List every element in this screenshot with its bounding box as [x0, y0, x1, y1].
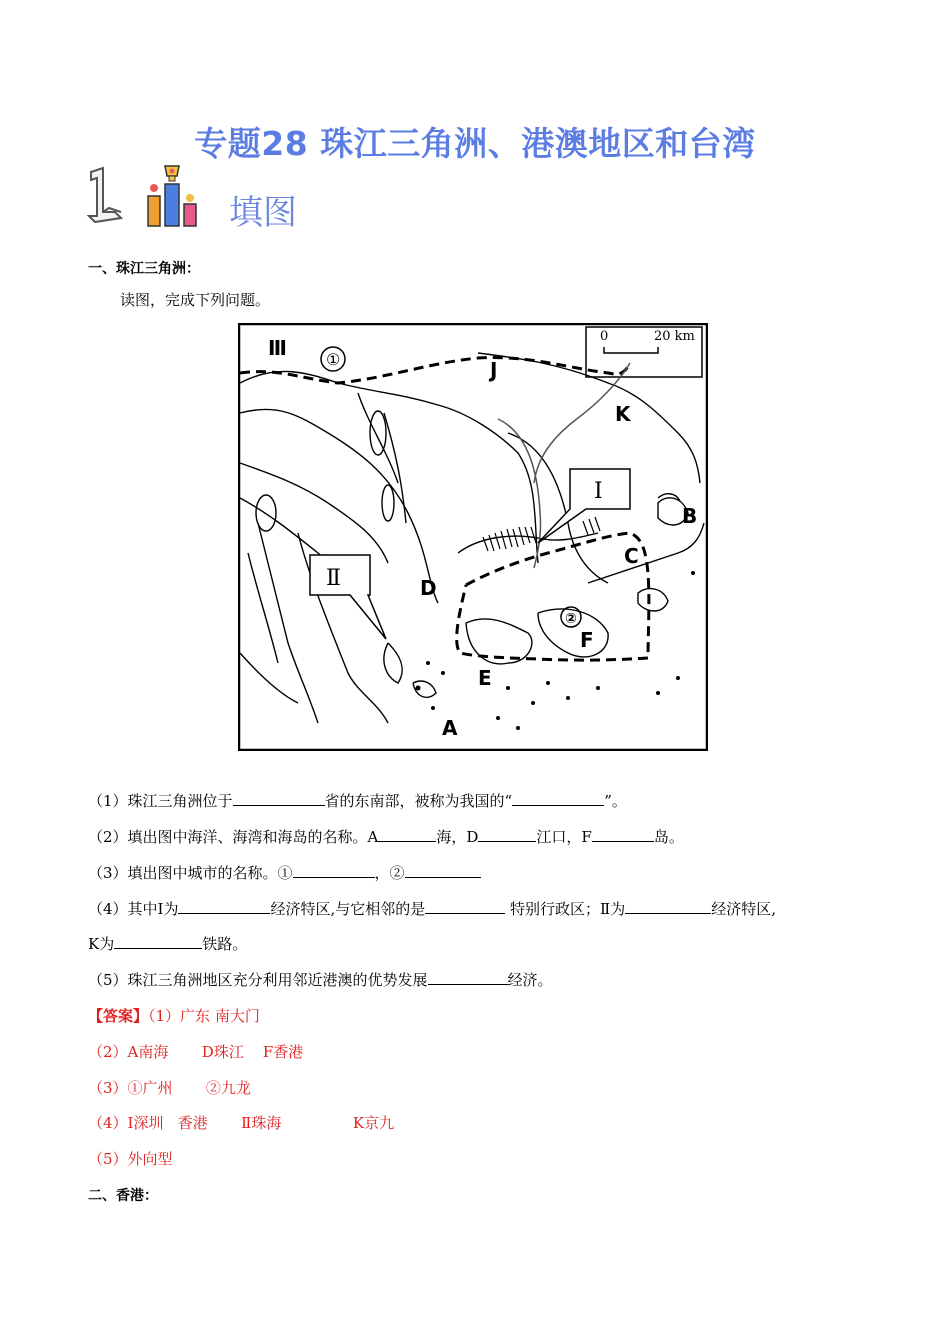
- label-II: Ⅱ: [326, 566, 341, 591]
- blank[interactable]: [378, 827, 436, 842]
- pearl-river-delta-map: [238, 323, 708, 751]
- blank[interactable]: [114, 934, 202, 949]
- label-circle-1: ①: [326, 350, 341, 369]
- question-1: （1）珠江三角洲位于 省的东南部，被称为我国的“ ”。: [88, 792, 627, 810]
- question-5: （5）珠江三角洲地区充分利用邻近港澳的优势发展 经济。: [88, 971, 553, 989]
- label-III: Ⅲ: [268, 336, 287, 360]
- trophy-podium-icon: [85, 160, 225, 230]
- page-title: 专题28 珠江三角洲、港澳地区和台湾: [194, 124, 756, 163]
- answer-label: 【答案】: [88, 1007, 149, 1025]
- question-3: （3）填出图中城市的名称。① ，②: [88, 862, 481, 883]
- blank[interactable]: [178, 899, 270, 914]
- scale-right-label: 20 km: [654, 329, 695, 344]
- blank[interactable]: [425, 899, 505, 914]
- question-4-cont: K为 铁路。: [88, 935, 248, 953]
- section2-heading: 二、香港：: [88, 1188, 158, 1204]
- label-C: C: [624, 544, 639, 568]
- answer-4: （4）Ⅰ深圳 香港 Ⅱ珠海 K京九: [88, 1114, 395, 1132]
- banner-text: 填图: [229, 193, 297, 233]
- blank[interactable]: [512, 791, 604, 806]
- section-banner: [85, 160, 385, 233]
- label-D: D: [420, 576, 437, 600]
- blank[interactable]: [592, 827, 654, 842]
- label-K: K: [615, 402, 631, 426]
- label-I: Ⅰ: [594, 479, 603, 504]
- answer-3: （3）①广州 ②九龙: [88, 1079, 251, 1097]
- instruction: 读图，完成下列问题。: [120, 291, 271, 309]
- section1-heading: 一、珠江三角洲：: [88, 261, 200, 277]
- answer-5: （5）外向型: [88, 1150, 173, 1168]
- blank[interactable]: [233, 791, 325, 806]
- blank[interactable]: [293, 863, 375, 878]
- label-J: J: [490, 358, 498, 382]
- question-2: （2）填出图中海洋、海湾和海岛的名称。A 海，D 江口，F 岛。: [88, 828, 684, 846]
- question-4: （4）其中Ⅰ为 经济特区,与它相邻的是 特别行政区；Ⅱ为 经济特区,: [88, 900, 777, 918]
- label-F: F: [580, 628, 594, 652]
- label-A: A: [442, 716, 458, 740]
- label-E: E: [478, 666, 492, 690]
- label-B: B: [682, 504, 698, 528]
- label-circle-2: ②: [565, 611, 577, 627]
- scale-left-label: 0: [600, 329, 609, 344]
- answer-1: 【答案】（1）广东 南大门: [88, 1007, 260, 1025]
- blank[interactable]: [428, 970, 508, 985]
- blank[interactable]: [405, 863, 481, 878]
- blank[interactable]: [625, 899, 711, 914]
- answer-2: （2）A南海 D珠江 F香港: [88, 1043, 304, 1061]
- blank[interactable]: [478, 827, 536, 842]
